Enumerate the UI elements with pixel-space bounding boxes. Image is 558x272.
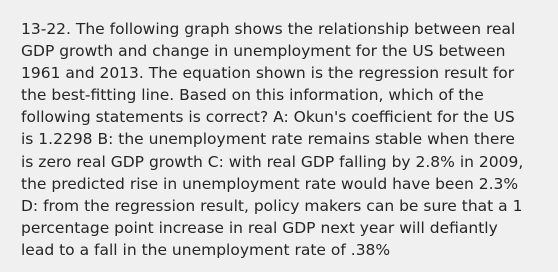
question-line: lead to a fall in the unemployment rate of .38% <box>21 240 391 259</box>
question-line: percentage point increase in real GDP next year will defiantly <box>21 218 498 237</box>
question-line: the best-fitting line. Based on this information, which of the <box>21 86 484 105</box>
question-line: is zero real GDP growth C: with real GDP falling by 2.8% in 2009, <box>21 152 524 171</box>
question-line: 13-22. The following graph shows the relationship between real <box>21 20 516 38</box>
question-text <box>21 18 548 261</box>
question-line: GDP growth and change in unemployment for the US between <box>21 42 506 61</box>
question-line: the predicted rise in unemployment rate would have been 2.3% <box>21 174 519 193</box>
question-line: D: from the regression result, policy makers can be sure that a 1 <box>21 196 523 215</box>
question-line: following statements is correct? A: Okun's coefficient for the US <box>21 108 515 127</box>
question-line: is 1.2298 B: the unemployment rate remains stable when there <box>21 130 515 149</box>
question-line: 1961 and 2013. The equation shown is the regression result for <box>21 64 515 83</box>
